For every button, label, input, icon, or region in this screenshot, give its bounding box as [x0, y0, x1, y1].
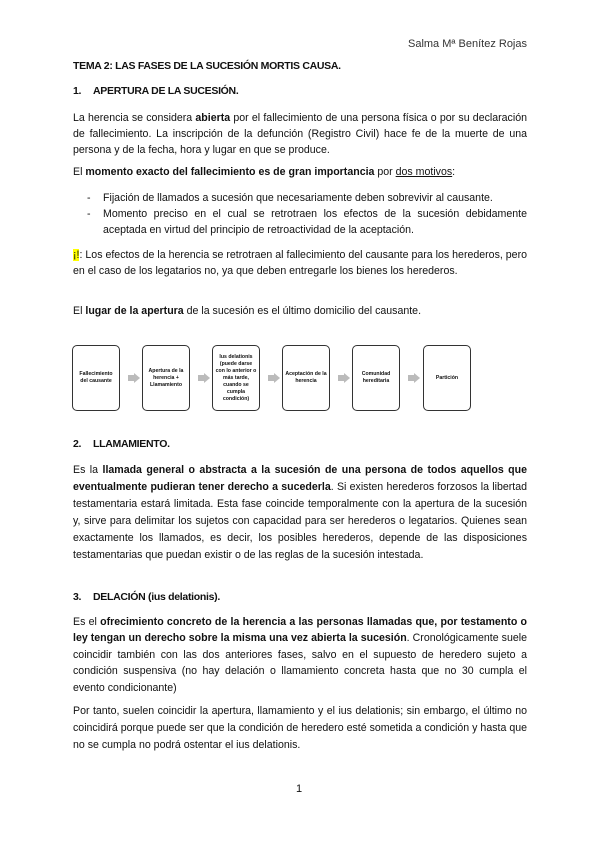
- bold-text: ofrecimiento concreto de la herencia a las personas llamadas que, por testamento o ley tengan un derecho sobre la misma una vez abierta la sucesión: [73, 616, 528, 645]
- text: : Los efectos de la herencia se retrotraen al fallecimiento del causante para los herederos, pero en el caso de los legatarios no, ya que deben entregarle los bienes los herederos.: [73, 249, 527, 277]
- highlight-mark: ¡!: [73, 249, 80, 261]
- text: . Cronológicamente suele coincidir también con las dos anteriores fases, salvo en el supuesto de heredero sujeto a condición suspensiva (no hay delación o llamamiento concreta hasta que no 30 cumpla el evento condicionante): [73, 632, 527, 694]
- bold-text: llamada general o abstracta a la sucesión de una persona de todos aquellos que eventualmente pudieran tener derecho a sucederla: [73, 464, 527, 493]
- arrow-right-icon: [274, 373, 280, 383]
- diagram-step: Comunidad hereditaria: [352, 345, 400, 411]
- diagram-step: Aceptación de la herencia: [282, 345, 330, 411]
- paragraph: [73, 462, 527, 563]
- text: El: [73, 305, 86, 317]
- paragraph: [73, 247, 527, 279]
- section-2-heading: [73, 436, 527, 452]
- arrow-right-icon: [134, 373, 140, 383]
- text: Es la: [73, 464, 103, 476]
- text: Es el: [73, 616, 101, 628]
- text: . Si existen herederos forzosos la libertad testamentaria estará limitada. Esta fase coincide temporalmente con la apertura de la sucesión y, sirve para delimitar los sujetos con capacidad para ser herederos o legatarios. Quienes sean exactamente los llamados, es decir, los posibles herederos, depende de las disposiciones testamentarias que puedan existir o de las reglas de la sucesión intestada.: [73, 480, 527, 561]
- section-number: 1.: [73, 85, 82, 97]
- list-item: - Momento preciso en el cual se retrotraen los efectos de la sucesión debidamente aceptada en virtud del principio de retroactividad de la aceptación.: [83, 206, 527, 238]
- text: por: [374, 166, 396, 178]
- text: :: [452, 166, 456, 178]
- section-title: DELACIÓN (ius delationis).: [93, 591, 220, 603]
- section-number: 2.: [73, 438, 82, 450]
- section-3-heading: [73, 589, 527, 605]
- bold-text: abierta: [195, 112, 231, 124]
- arrow-right-icon: [344, 373, 350, 383]
- diagram-step: Apertura de la herencia + Llamamiento: [142, 345, 190, 411]
- diagram-step: Ius delationis (puede darse con lo anterior o más tarde, cuando se cumpla condición): [212, 345, 260, 411]
- bold-text: momento exacto del fallecimiento es de gran importancia: [85, 166, 375, 178]
- section-number: 3.: [73, 591, 82, 603]
- section-1-heading: [73, 83, 527, 99]
- text: por el fallecimiento de una persona física o por su declaración de fallecimiento. La inscripción de la defunción (Registro Civil) hace fe de la muerte de una persona y de la fecha, hora y lugar en que se produce.: [73, 112, 527, 156]
- paragraph: [73, 110, 527, 158]
- document-title: TEMA 2: LAS FASES DE LA SUCESIÓN MORTIS CAUSA.: [73, 60, 341, 72]
- section-title: LLAMAMIENTO.: [93, 438, 170, 450]
- list-item: - Fijación de llamados a sucesión que necesariamente deben sobrevivir al causante.: [83, 190, 527, 206]
- text: La herencia se considera: [73, 112, 196, 124]
- paragraph: [73, 614, 527, 696]
- section-title: APERTURA DE LA SUCESIÓN.: [93, 85, 239, 97]
- diagram-step: Partición: [423, 345, 471, 411]
- arrow-right-icon: [414, 373, 420, 383]
- underlined-text: dos motivos: [395, 166, 453, 178]
- bold-text: lugar de la apertura: [85, 305, 184, 317]
- text: de la sucesión es el último domicilio del causante.: [183, 305, 422, 317]
- diagram-step: Fallecimiento del causante: [72, 345, 120, 411]
- bullet-list: [83, 190, 527, 238]
- paragraph: Por tanto, suelen coincidir la apertura, llamamiento y el ius delationis; sin embargo, el último no coincidirá porque puede ser que la condición de heredero esté sometida a condición y hasta que no se cumpla no podrá ostentar el ius delationis.: [73, 705, 527, 751]
- paragraph: [73, 303, 527, 319]
- text: El: [73, 166, 86, 178]
- arrow-right-icon: [204, 373, 210, 383]
- paragraph: [73, 164, 527, 180]
- page-number: 1: [296, 783, 303, 795]
- author-name: Salma Mª Benítez Rojas: [407, 38, 527, 50]
